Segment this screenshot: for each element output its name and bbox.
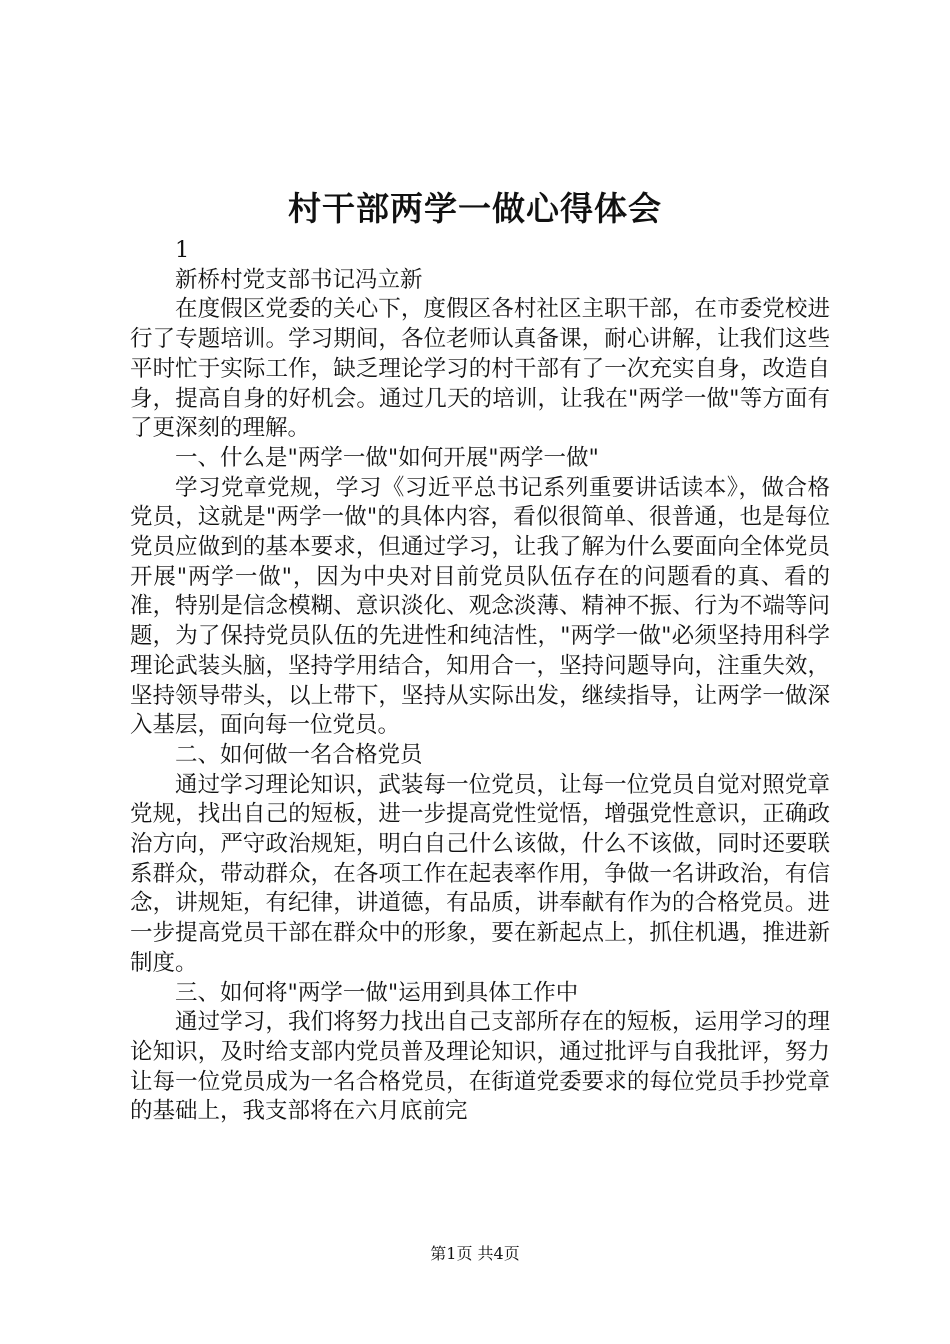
document-body [130, 236, 830, 1127]
paragraph-section-3: 通过学习，我们将努力找出自己支部所存在的短板，运用学习的理论知识，及时给支部内党员普及理论知识，通过批评与自我批评，努力让每一位党员成为一名合格党员，在街道党委要求的每位党员手抄党章的基础上，我支部将在六月底前完 [130, 1009, 830, 1125]
section-heading-1: 一、什么是"两学一做"如何开展"两学一做" [175, 444, 599, 471]
page-footer: 第1页 共4页 [430, 1244, 520, 1263]
paragraph-section-1: 学习党章党规，学习《习近平总书记系列重要讲话读本》，做合格党员，这就是"两学一做"的具体内容，看似很简单、很普通，也是每位党员应做到的基本要求，但通过学习，让我了解为什么要面向全体党员开展"两学一做"，因为中央对目前党员队伍存在的问题看的真、看的准，特别是信念模糊、意识淡化、观念淡薄、精神不振、行为不端等问题，为了保持党员队伍的先进性和纯洁性，"两学一做"必须坚持用科学理论武装头脑，坚持学用结合，知用合一，坚持问题导向，注重失效，坚持领导带头，以上带下，坚持从实际出发，继续指导，让两学一做深入基层，面向每一位党员。 [130, 474, 830, 739]
section-heading-2: 二、如何做一名合格党员 [175, 741, 423, 768]
paragraph-author: 新桥村党支部书记冯立新 [175, 266, 423, 293]
paragraph-section-2: 通过学习理论知识，武装每一位党员，让每一位党员自觉对照党章党规，找出自己的短板，进一步提高党性觉悟，增强党性意识，正确政治方向，严守政治规矩，明白自己什么该做，什么不该做，同时还要联系群众，带动群众，在各项工作在起表率作用，争做一名讲政治，有信念，讲规矩，有纪律，讲道德，有品质，讲奉献有作为的合格党员。进一步提高党员干部在群众中的形象，要在新起点上，抓住机遇，推进新制度。 [130, 771, 830, 976]
paragraph-intro: 在度假区党委的关心下，度假区各村社区主职干部，在市委党校进行了专题培训。学习期间，各位老师认真备课，耐心讲解，让我们这些平时忙于实际工作，缺乏理论学习的村干部有了一次充实自身，改造自身，提高自身的好机会。通过几天的培训，让我在"两学一做"等方面有了更深刻的理解。 [130, 296, 830, 442]
document-title: 村干部两学一做心得体会 [288, 189, 662, 228]
section-heading-3: 三、如何将"两学一做"运用到具体工作中 [175, 979, 579, 1006]
paragraph-number: 1 [175, 237, 190, 263]
